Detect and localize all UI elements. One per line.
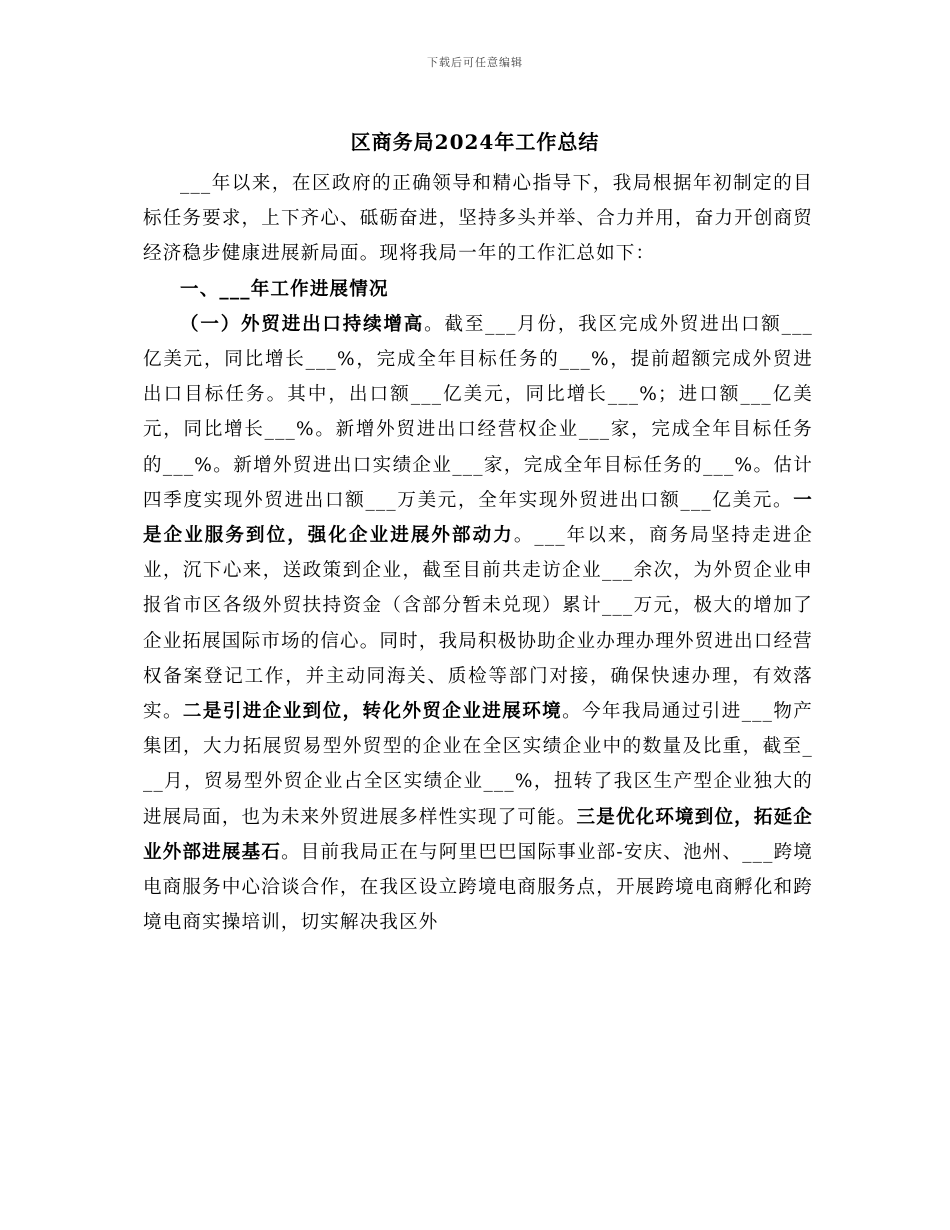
intro-paragraph: ___年以来，在区政府的正确领导和精心指导下，我局根据年初制定的目标任务要求，上下齐心、砥砺奋进，坚持多头并举、合力并用，奋力开创商贸经济稳步健康进展新局面。现将我局一年的工作汇总如下： — [143, 173, 813, 265]
point-two-heading: 二是引进企业到位，转化外贸企业进展环境 — [182, 701, 563, 723]
document-title: 区商务局2024年工作总结 — [350, 130, 600, 154]
subsection-text: 。截至___月份，我区完成外贸进出口额___亿美元，同比增长___%，完成全年目标任务的___%，提前超额完成外贸进出口目标任务。其中，出口额___亿美元，同比增长___%；进口额___亿美元，同比增长___%。新增外贸进出口经营权企业___家，完成全年目标任务的___%。新增外贸进出口实绩企业___家，完成全年目标任务的___%。估计四季度实现外贸进出口额___万美元，全年实现外贸进出口额___亿美元。 — [143, 313, 813, 511]
point-three-text: 。目前我局正在与阿里巴巴国际事业部-安庆、池州、___跨境电商服务中心洽谈合作，在我区设立跨境电商服务点，开展跨境电商孵化和跨境电商实操培训，切实解决我区外 — [143, 841, 813, 934]
subsection-heading: （一）外贸进出口持续增高 — [180, 313, 425, 335]
point-three-heading: 三是优化环境到位，拓延企业外部进展基石 — [143, 806, 813, 863]
section-heading: 一、___年工作进展情况 — [180, 278, 389, 300]
point-two-text: 。今年我局通过引进___物产集团，大力拓展贸易型外贸型的企业在全区实绩企业中的数量及比重，截至___月，贸易型外贸企业占全区实绩企业___%，扭转了我区生产型企业独大的进展局面，也为未来外贸进展多样性实现了可能。 — [143, 701, 813, 828]
point-one-heading: 一是企业服务到位，强化企业进展外部动力 — [143, 489, 813, 547]
subsection-paragraph — [143, 307, 813, 941]
page-header-note: 下载后可任意编辑 — [427, 56, 523, 69]
point-one-text: 。___年以来，商务局坚持走进企业，沉下心来，送政策到企业，截至目前共走访企业___余次，为外贸企业申报省市区各级外贸扶持资金（含部分暂未兑现）累计___万元，极大的增加了企业拓展国际市场的信心。同时，我局积极协助企业办理办理外贸进出口经营权备案登记工作，并主动同海关、质检等部门对接，确保快速办理，有效落实。 — [143, 525, 813, 723]
document-body — [143, 166, 813, 940]
